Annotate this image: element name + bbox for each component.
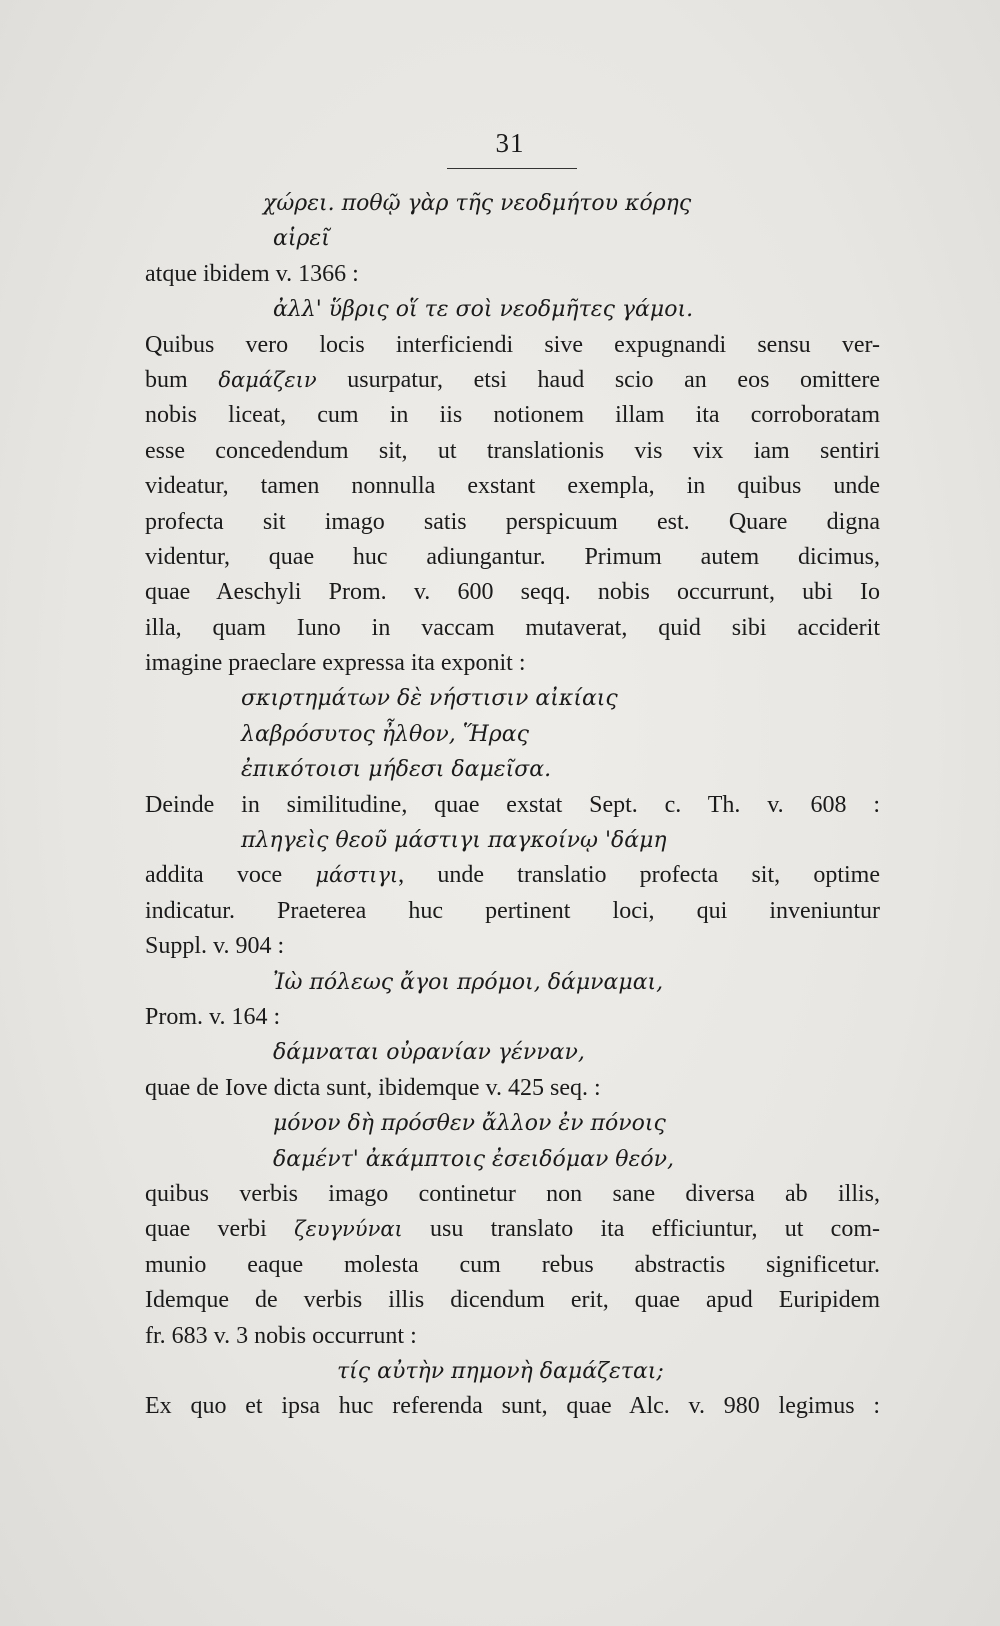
greek-word: δαμάζειν — [218, 367, 317, 392]
text-line: Idemque de verbis illis dicendum erit, quae apud Euripidem — [145, 1287, 880, 1314]
text-line: fr. 683 v. 3 nobis occurrunt : — [145, 1322, 417, 1349]
text-line: quibus verbis imago continetur non sane diversa ab illis, — [145, 1180, 880, 1207]
greek-quotation-line: δάμναται οὐρανίαν γένναν, — [273, 1040, 585, 1066]
text-line: Deinde in similitudine, quae exstat Sept. c. Th. v. 608 : — [145, 791, 880, 818]
text-line: munio eaque molesta cum rebus abstractis significetur. — [145, 1251, 880, 1278]
greek-quotation-line: σκιρτημάτων δὲ νήστισιν αἰκίαις — [241, 686, 618, 712]
header-rule — [447, 168, 577, 169]
greek-quotation-line: μόνον δὴ πρόσθεν ἄλλον ἐν πόνοις — [273, 1111, 666, 1137]
greek-quotation-line: αἱρεῖ — [273, 226, 330, 252]
greek-word: ζευγνύναι — [294, 1217, 403, 1242]
text-line: Prom. v. 164 : — [145, 1003, 281, 1030]
text-line: esse concedendum sit, ut translationis vis vix iam sentiri — [145, 437, 880, 464]
text-line: illa, quam Iuno in vaccam mutaverat, quid sibi acciderit — [145, 614, 880, 641]
greek-quotation-line: τίς αὐτὴν πημονὴ δαμάζεται; — [337, 1358, 664, 1384]
greek-quotation-line: ἐπικότοισι μήδεσι δαμεῖσα. — [241, 757, 552, 783]
text-line: videntur, quae huc adiungantur. Primum autem dicimus, — [145, 543, 880, 570]
text-line: quae de Iove dicta sunt, ibidemque v. 425 seq. : — [145, 1074, 601, 1101]
text-line — [145, 858, 880, 893]
text-line: quae Aeschyli Prom. v. 600 seqq. nobis occurrunt, ubi Io — [145, 579, 880, 606]
body-text — [145, 186, 880, 1425]
text-line: imagine praeclare expressa ita exponit : — [145, 650, 526, 677]
page-number: 31 — [495, 128, 525, 158]
text-line — [145, 1212, 880, 1247]
greek-quotation-line: χώρει. ποθῷ γὰρ τῆς νεοδμήτου κόρης — [263, 191, 692, 216]
greek-word: μάστιγι — [315, 863, 399, 888]
text-line: Suppl. v. 904 : — [145, 933, 285, 960]
text-line: Ex quo et ipsa huc referenda sunt, quae Alc. v. 980 legimus : — [145, 1393, 880, 1420]
text-segment: , unde translatio profecta sit, optime — [398, 862, 880, 889]
greek-quotation-line: ἀλλ' ὕβρις οἵ τε σοὶ νεοδμῆτες γάμοι. — [273, 297, 694, 323]
text-line: indicatur. Praeterea huc pertinent loci, qui inveniuntur — [145, 897, 880, 924]
text-line: videatur, tamen nonnulla exstant exempla, in quibus unde — [145, 473, 880, 500]
text-segment: usu translato ita efficiuntur, ut com- — [402, 1216, 880, 1243]
text-line: atque ibidem v. 1366 : — [145, 260, 359, 287]
text-segment: bum — [145, 366, 219, 393]
text-segment: addita voce — [145, 862, 316, 889]
text-segment: quae verbi — [145, 1216, 295, 1243]
text-line: nobis liceat, cum in iis notionem illam ita corroboratam — [145, 402, 880, 429]
text-segment: usurpatur, etsi haud scio an eos omittere — [316, 366, 881, 393]
greek-quotation-line: πληγεὶς θεοῦ μάστιγι παγκοίνῳ 'δάμη — [241, 828, 667, 854]
greek-quotation-line: λαβρόσυτος ἦλθον, Ἥρας — [241, 721, 529, 747]
text-line — [145, 363, 880, 398]
greek-quotation-line: Ἰὼ πόλεως ἄγοι πρόμοι, δάμναμαι, — [273, 969, 664, 995]
text-line: profecta sit imago satis perspicuum est. Quare digna — [145, 508, 880, 535]
greek-quotation-line: δαμέντ' ἀκάμπτοις ἐσειδόμαν θεόν, — [273, 1146, 674, 1172]
text-line: Quibus vero locis interficiendi sive expugnandi sensu ver- — [145, 331, 880, 358]
